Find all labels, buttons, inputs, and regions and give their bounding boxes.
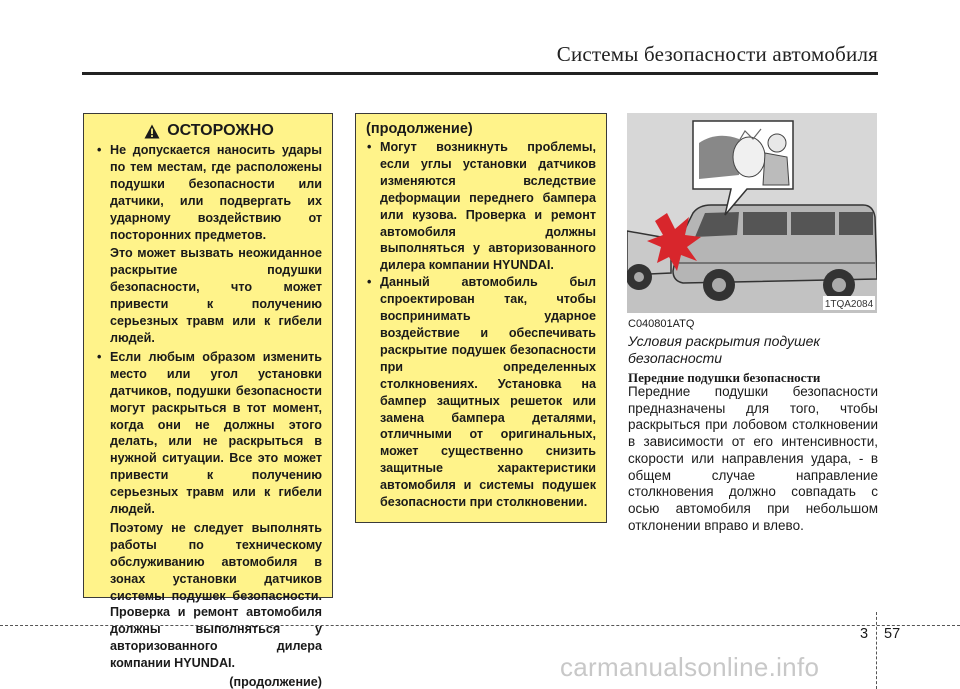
warning-title: ОСТОРОЖНО <box>167 122 274 139</box>
warning-list <box>96 142 322 672</box>
warning-item-2 <box>96 349 322 672</box>
chapter-number: 3 <box>860 626 869 642</box>
continuation-item-1: • Могут возникнуть проблемы, если углы установки датчиков изменяются вследствие деформации переднего бампера или кузова. Проверка и ремонт автомобиля должны выполняться у авторизованного дилера компании HYUNDAI. <box>366 139 596 274</box>
figure-code: C040801ATQ <box>628 318 695 330</box>
page-header-title: Системы безопасности автомобиля <box>556 42 878 66</box>
warning-paragraph: Поэтому не следует выполнять работы по техническому обслуживанию автомобиля в зонах установки датчиков системы подушек безопасности. Проверка и ремонт автомобиля должны выполняться у авторизованного дилера компании HYUNDAI. <box>110 520 322 671</box>
footer-rule <box>0 625 960 626</box>
page-number: 57 <box>884 626 901 642</box>
section-body-text: Передние подушки безопасности предназначены для того, чтобы раскрыться при лобовом столкновении в зависимости от его интенсивности, скорости или направления удара, - в общем случае направление столкновения должно совпадать с осью автомобиля при небольшом отклонении вправо и влево. <box>628 384 878 533</box>
watermark-text: carmanualsonline.info <box>560 652 820 682</box>
warning-paragraph: • Не допускается наносить удары по тем местам, где расположены подушки безопасности или датчики, или подвергать их ударному воздействию от посторонних предметов. <box>110 143 322 242</box>
airbag-deployment-illustration <box>627 113 877 313</box>
warning-triangle-icon <box>144 124 160 139</box>
section-heading: Передние подушки безопасности <box>628 370 821 385</box>
figure-caption: Условия раскрытия подушек безопасности <box>628 333 820 366</box>
warning-item-1 <box>96 142 322 347</box>
continuation-box <box>355 113 607 523</box>
footer-divider <box>876 612 877 689</box>
continuation-title: (продолжение) <box>366 121 473 137</box>
header-rule <box>82 72 878 75</box>
warning-paragraph: Это может вызвать неожиданное раскрытие подушки безопасности, что может привести к получению серьезных травм или к гибели людей. <box>110 246 322 345</box>
continuation-list <box>366 139 596 511</box>
continued-label: (продолжение) <box>229 675 322 689</box>
image-label: 1TQA2084 <box>824 299 874 310</box>
warning-box <box>83 113 333 689</box>
warning-title-row <box>96 122 322 140</box>
continuation-item-2: • Данный автомобиль был спроектирован так, чтобы воспринимать ударное воздействие и обеспечивать раскрытие подушек безопасности при определенных столкновениях. Установка на бампер защитных решеток или замена бампера деталями, отличными от оригинальных, может существенно снизить защитные характеристики автомобиля и системы подушек безопасности при столкновении. <box>366 274 596 511</box>
warning-paragraph: • Если любым образом изменить место или угол установки датчиков, подушки безопасности могут раскрыться в тот момент, когда они не должны этого делать, или не раскрыться в нужной ситуации. Все это может привести к получению серьезных травм или к гибели людей. <box>110 349 322 517</box>
